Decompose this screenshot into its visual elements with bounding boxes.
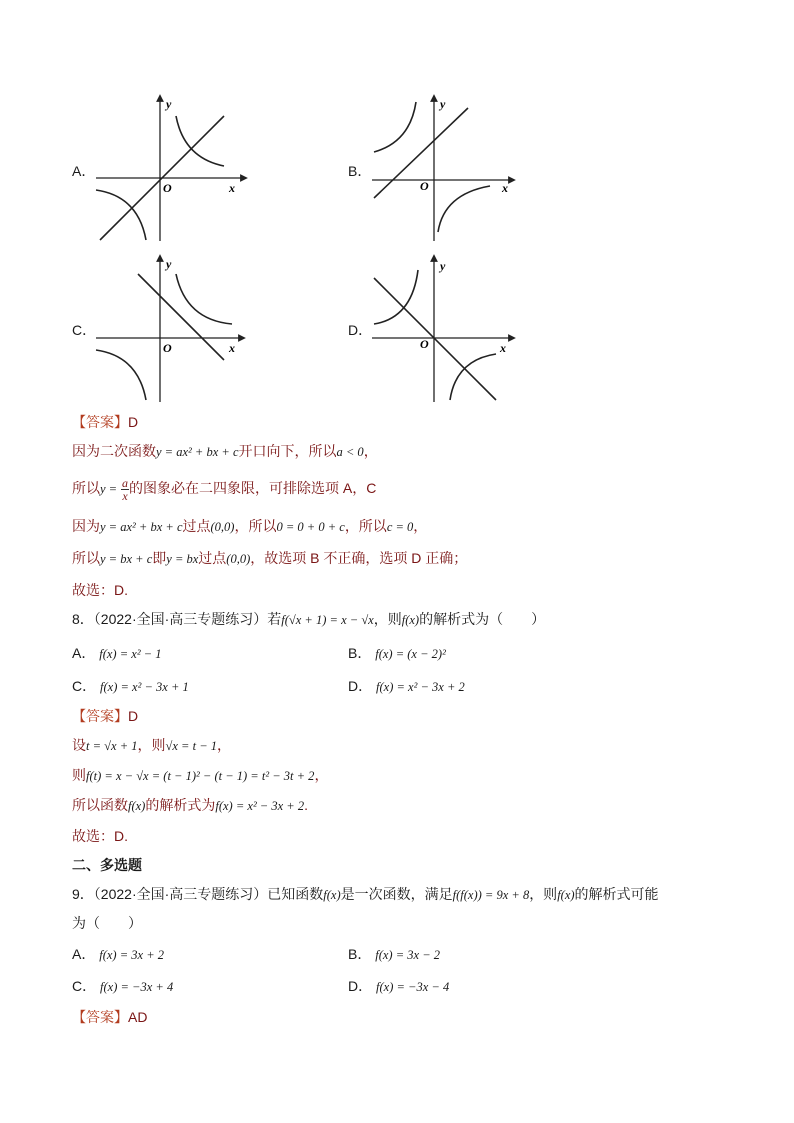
graph-b	[372, 96, 532, 246]
q7-solution-line-2: 所以y = $\frac{a}{x}$ 的图象必在二四象限，可排除选项 A，C	[72, 475, 377, 503]
hyperbola-branch-q3	[96, 350, 146, 400]
q9-stem: 9．（2022·全国·高三专题练习）已知函数f(x)是一次函数，满足f(f(x)) = 9x + 8，则f(x)的解析式可能	[72, 886, 659, 902]
hyperbola-branch-q2	[374, 102, 416, 152]
q9-option-d[interactable]: D． f(x) = −3x − 4	[348, 978, 450, 994]
graph-c	[96, 256, 256, 406]
q8-solution-line-1: 设t = √x + 1，则√x = t − 1，	[72, 737, 232, 753]
y-label: y	[440, 97, 446, 111]
q8-option-a[interactable]: A． f(x) = x² − 1	[72, 645, 162, 661]
q9-stem-line-2: 为（ ）	[72, 915, 142, 931]
origin-label: O	[163, 181, 172, 195]
line-graph	[374, 278, 496, 400]
option-b-label[interactable]: B．	[348, 163, 372, 179]
q7-conclusion: 故选：D.	[72, 582, 128, 598]
answer-tag: 【答案】	[72, 414, 128, 430]
option-c-label[interactable]: C．	[72, 322, 97, 338]
y-label: y	[440, 259, 446, 273]
origin-label: O	[420, 179, 429, 193]
q9-option-a[interactable]: A． f(x) = 3x + 2	[72, 946, 164, 962]
q9-answer: 【答案】AD	[72, 1009, 148, 1025]
q8-option-c[interactable]: C． f(x) = x² − 3x + 1	[72, 678, 189, 694]
q9-option-c[interactable]: C． f(x) = −3x + 4	[72, 978, 174, 994]
x-label: x	[229, 181, 235, 195]
answer-value: D	[128, 414, 139, 430]
q7-solution-line-1: 因为二次函数y = ax² + bx + c开口向下，所以a < 0，	[72, 443, 378, 459]
option-d-label[interactable]: D．	[348, 322, 373, 338]
q9-option-b[interactable]: B． f(x) = 3x − 2	[348, 946, 440, 962]
line-graph	[138, 274, 224, 360]
origin-label: O	[420, 337, 429, 351]
y-label: y	[166, 257, 172, 271]
hyperbola-branch-q3	[96, 190, 146, 240]
x-label: x	[502, 181, 508, 195]
fraction-a-over-x: $\frac{a}{x}$	[122, 475, 128, 503]
x-label: x	[500, 341, 506, 355]
hyperbola-branch-q4	[438, 186, 490, 232]
graph-d	[372, 256, 532, 406]
q7-solution-line-3: 因为y = ax² + bx + c过点(0,0)，所以0 = 0 + 0 + c，所以c = 0，	[72, 518, 428, 534]
x-label: x	[229, 341, 235, 355]
q8-stem: 8．（2022·全国·高三专题练习）若f(√x + 1) = x − √x，则f(x)的解析式为（ ）	[72, 611, 546, 627]
section-heading-multi-choice: 二、多选题	[72, 857, 142, 873]
option-a-label[interactable]: A．	[72, 163, 96, 179]
q8-option-d[interactable]: D． f(x) = x² − 3x + 2	[348, 678, 465, 694]
graph-a	[96, 96, 256, 246]
hyperbola-branch-q1	[176, 274, 232, 324]
q8-conclusion: 故选：D.	[72, 828, 128, 844]
y-label: y	[166, 97, 172, 111]
q8-option-b[interactable]: B． f(x) = (x − 2)²	[348, 645, 446, 661]
q8-solution-line-2: 则f(t) = x − √x = (t − 1)² − (t − 1) = t² − 3t + 2，	[72, 767, 329, 783]
q7-answer	[72, 412, 138, 432]
origin-label: O	[163, 341, 172, 355]
q8-solution-line-3: 所以函数f(x)的解析式为f(x) = x² − 3x + 2.	[72, 797, 308, 813]
q7-solution-line-4: 所以y = bx + c即y = bx过点(0,0)，故选项 B 不正确，选项 D 正确；	[72, 550, 468, 566]
q8-answer: 【答案】D	[72, 708, 139, 724]
